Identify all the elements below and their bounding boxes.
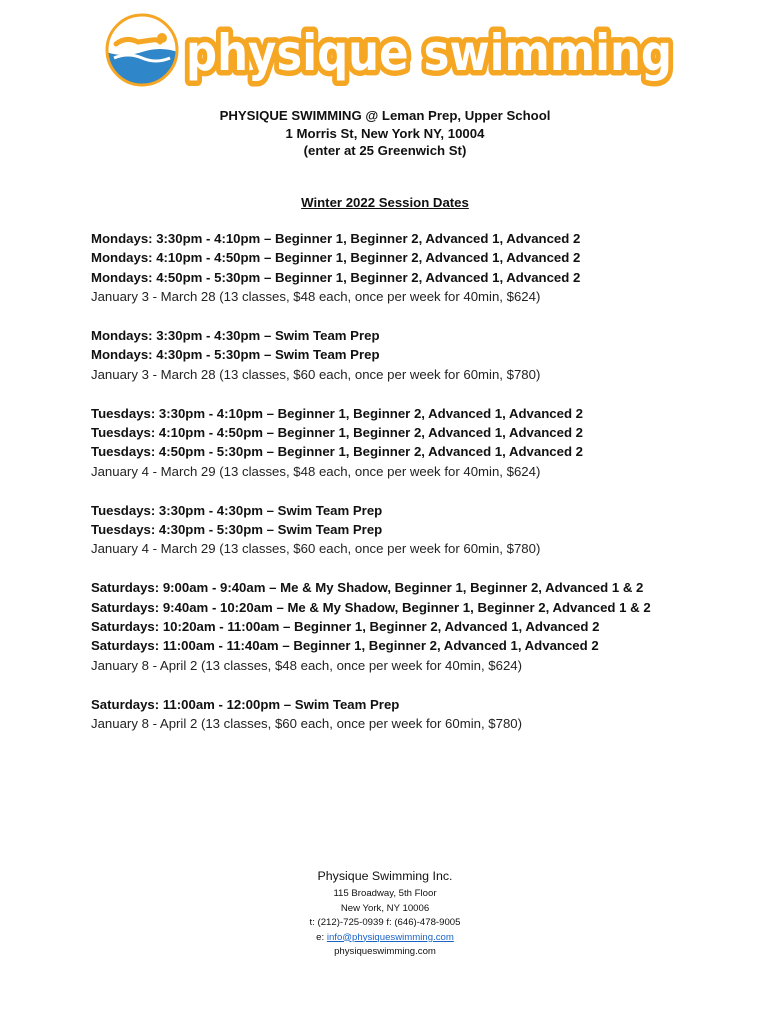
class-time-slot: Tuesdays: 3:30pm - 4:10pm – Beginner 1, Beginner 2, Advanced 1, Advanced 2 [91, 405, 584, 421]
class-time-slot: Saturdays: 11:00am - 12:00pm – Swim Team Prep [91, 696, 400, 712]
session-details: January 4 - March 29 (13 classes, $60 each, once per week for 60min, $780) [91, 541, 541, 557]
class-time-slot: Saturdays: 9:40am - 10:20am – Me & My Shadow, Beginner 1, Beginner 2, Advanced 1 & 2 [91, 599, 651, 615]
schedule-group [91, 578, 751, 675]
company-email-line [0, 931, 770, 946]
class-time-slot: Mondays: 4:30pm - 5:30pm – Swim Team Prep [91, 347, 380, 363]
location-header [0, 107, 770, 160]
location-entrance-note: (enter at 25 Greenwich St) [303, 143, 467, 158]
session-details: January 4 - March 29 (13 classes, $48 each, once per week for 40min, $624) [91, 463, 541, 479]
session-details: January 3 - March 28 (13 classes, $48 each, once per week for 40min, $624) [91, 289, 541, 305]
class-time-slot: Mondays: 3:30pm - 4:30pm – Swim Team Prep [91, 328, 380, 344]
company-address-line1: 115 Broadway, 5th Floor [333, 888, 437, 899]
class-time-slot: Tuesdays: 4:50pm - 5:30pm – Beginner 1, Beginner 2, Advanced 1, Advanced 2 [91, 444, 584, 460]
location-address: 1 Morris St, New York NY, 10004 [285, 125, 485, 141]
schedule-list [91, 229, 751, 753]
schedule-group [91, 404, 751, 482]
company-footer [0, 868, 770, 960]
brand-logo-graphic [104, 12, 676, 90]
schedule-group [91, 229, 751, 307]
email-link[interactable]: info@physiqueswimming.com [326, 931, 454, 943]
class-time-slot: Tuesdays: 4:30pm - 5:30pm – Swim Team Prep [91, 522, 383, 538]
logo-wordmark: physique swimming [186, 24, 672, 82]
company-phones: t: (212)-725-0939 f: (646)-478-9005 [309, 917, 461, 928]
session-details: January 8 - April 2 (13 classes, $60 each, once per week for 60min, $780) [91, 716, 523, 732]
email-prefix: e: [316, 931, 327, 943]
company-name: Physique Swimming Inc. [317, 869, 453, 883]
swimmer-in-circle-icon [106, 6, 178, 86]
class-time-slot: Saturdays: 9:00am - 9:40am – Me & My Shadow, Beginner 1, Beginner 2, Advanced 1 & 2 [91, 580, 644, 596]
session-details: January 3 - March 28 (13 classes, $60 each, once per week for 60min, $780) [91, 366, 541, 382]
location-name: PHYSIQUE SWIMMING @ Leman Prep, Upper School [219, 108, 551, 123]
class-time-slot: Mondays: 3:30pm - 4:10pm – Beginner 1, Beginner 2, Advanced 1, Advanced 2 [91, 231, 581, 246]
session-title: Winter 2022 Session Dates [301, 195, 469, 210]
class-time-slot: Saturdays: 11:00am - 11:40am – Beginner 1, Beginner 2, Advanced 1, Advanced 2 [91, 638, 599, 654]
class-time-slot: Mondays: 4:50pm - 5:30pm – Beginner 1, Beginner 2, Advanced 1, Advanced 2 [91, 269, 581, 285]
class-time-slot: Mondays: 4:10pm - 4:50pm – Beginner 1, Beginner 2, Advanced 1, Advanced 2 [91, 250, 581, 266]
company-website: physiqueswimming.com [334, 946, 436, 957]
class-time-slot: Tuesdays: 3:30pm - 4:30pm – Swim Team Prep [91, 502, 383, 518]
brand-logo [104, 12, 676, 90]
schedule-group [91, 501, 751, 559]
class-time-slot: Tuesdays: 4:10pm - 4:50pm – Beginner 1, Beginner 2, Advanced 1, Advanced 2 [91, 425, 584, 441]
session-details: January 8 - April 2 (13 classes, $48 each, once per week for 40min, $624) [91, 657, 523, 673]
schedule-group [91, 326, 751, 384]
swimmer-head [157, 33, 167, 43]
schedule-group [91, 695, 751, 734]
company-address-line2: New York, NY 10006 [340, 902, 430, 914]
class-time-slot: Saturdays: 10:20am - 11:00am – Beginner 1, Beginner 2, Advanced 1, Advanced 2 [91, 619, 600, 635]
